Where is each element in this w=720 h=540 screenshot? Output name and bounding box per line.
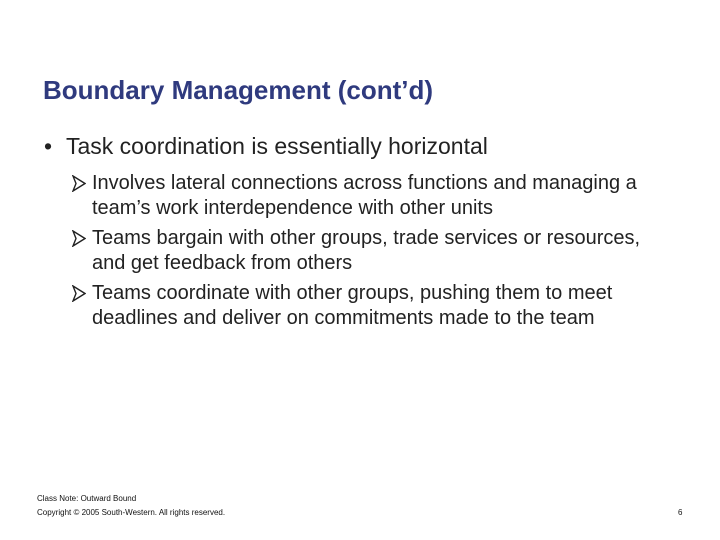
sub-bullet-text: Involves lateral connections across functions and managing a team’s work interdependence with other units (92, 172, 637, 219)
sub-bullet-item (72, 171, 672, 221)
footer-copyright: Copyright © 2005 South-Western. All rights reserved. (37, 508, 226, 517)
sub-bullet-text: Teams coordinate with other groups, pushing them to meet deadlines and deliver on commitments made to the team (92, 282, 613, 329)
footer-class-note: Class Note: Outward Bound (37, 494, 137, 503)
sub-bullet-text: Teams bargain with other groups, trade services or resources, and get feedback from others (92, 227, 641, 274)
sub-bullet-item (72, 281, 672, 331)
sub-bullet-list (72, 171, 672, 336)
sub-bullet-item (72, 226, 672, 276)
arrowhead-bullet-icon (72, 230, 86, 247)
page-number: 6 (678, 508, 683, 517)
main-bullet-text: Task coordination is essentially horizontal (65, 133, 488, 159)
bullet-dot: • (44, 133, 53, 159)
arrowhead-bullet-icon (72, 285, 86, 302)
arrowhead-bullet-icon (72, 175, 86, 192)
slide-title: Boundary Management (cont’d) (43, 75, 434, 105)
main-bullet (44, 133, 488, 160)
